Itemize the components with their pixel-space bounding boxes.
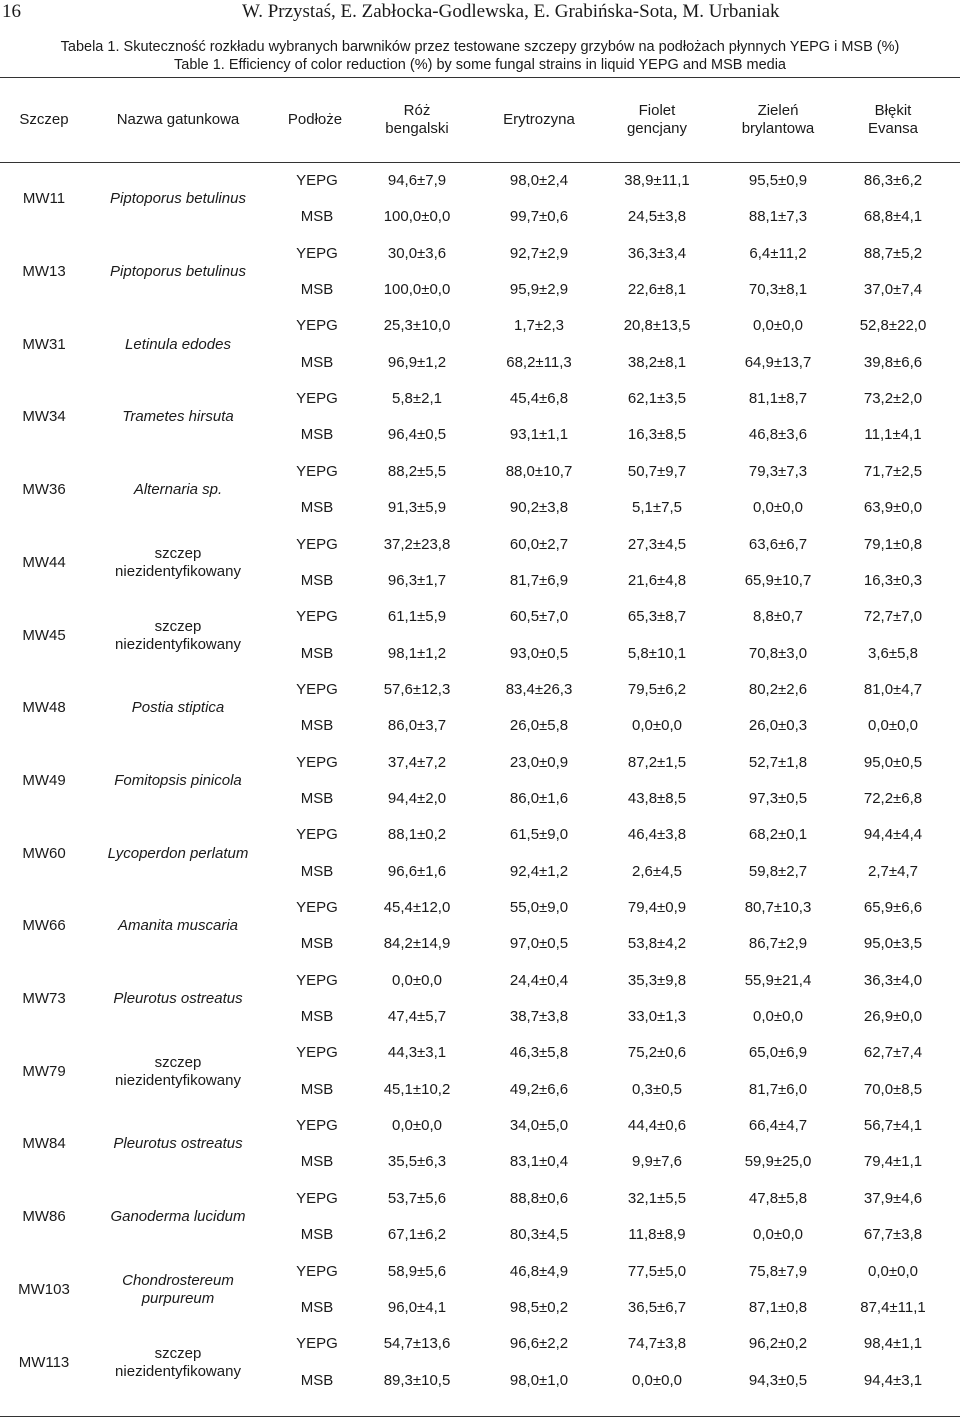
value-erythrosine: 34,0±5,0 xyxy=(509,1117,569,1135)
value-evans-blue: 16,3±0,3 xyxy=(863,571,923,589)
strain-code: MW84 xyxy=(22,1135,66,1153)
value-evans-blue: 70,0±8,5 xyxy=(863,1080,923,1098)
medium-yepg: YEPG xyxy=(296,1117,338,1135)
page-header xyxy=(0,0,960,24)
value-brilliant-green: 0,0±0,0 xyxy=(753,1226,803,1244)
value-evans-blue: 52,8±22,0 xyxy=(859,317,927,335)
value-brilliant-green: 70,3±8,1 xyxy=(748,281,808,299)
header-erythrosine: Erytrozyna xyxy=(503,111,575,128)
value-gentian-violet: 21,6±4,8 xyxy=(627,571,687,589)
value-evans-blue: 56,7±4,1 xyxy=(863,1117,923,1135)
medium-yepg: YEPG xyxy=(296,244,338,262)
value-evans-blue: 98,4±1,1 xyxy=(863,1335,923,1353)
value-gentian-violet: 24,5±3,8 xyxy=(627,208,687,226)
value-erythrosine: 46,3±5,8 xyxy=(509,1044,569,1062)
value-evans-blue: 81,0±4,7 xyxy=(863,680,923,698)
strain-code: MW113 xyxy=(18,1353,70,1371)
medium-yepg: YEPG xyxy=(296,172,338,189)
value-brilliant-green: 95,5±0,9 xyxy=(748,172,808,189)
medium-msb: MSB xyxy=(300,426,334,444)
value-rose-bengal: 37,4±7,2 xyxy=(387,753,447,771)
value-brilliant-green: 46,8±3,6 xyxy=(748,426,808,444)
value-gentian-violet: 5,8±10,1 xyxy=(627,644,687,662)
value-brilliant-green: 86,7±2,9 xyxy=(748,935,808,953)
value-brilliant-green: 6,4±11,2 xyxy=(749,244,807,262)
species-name: Alternaria sp. xyxy=(133,481,223,499)
strain-code: MW60 xyxy=(22,844,66,862)
value-rose-bengal: 89,3±10,5 xyxy=(383,1371,451,1389)
value-rose-bengal: 84,2±14,9 xyxy=(383,935,451,953)
header-species: Nazwa gatunkowa xyxy=(116,111,240,128)
value-erythrosine: 60,5±7,0 xyxy=(509,608,569,626)
value-brilliant-green: 70,8±3,0 xyxy=(748,644,808,662)
value-rose-bengal: 0,0±0,0 xyxy=(392,1117,442,1135)
value-rose-bengal: 45,4±12,0 xyxy=(383,899,451,916)
value-brilliant-green: 0,0±0,0 xyxy=(753,317,803,335)
value-brilliant-green: 65,9±10,7 xyxy=(744,571,812,589)
value-brilliant-green: 52,7±1,8 xyxy=(748,753,808,771)
value-gentian-violet: 32,1±5,5 xyxy=(627,1189,687,1207)
value-gentian-violet: 43,8±8,5 xyxy=(627,789,687,807)
value-gentian-violet: 77,5±5,0 xyxy=(627,1262,687,1280)
value-gentian-violet: 50,7±9,7 xyxy=(627,462,687,480)
species-name: szczep niezidentyfikowany xyxy=(115,1344,241,1380)
medium-msb: MSB xyxy=(300,1371,334,1389)
value-erythrosine: 97,0±0,5 xyxy=(509,935,569,953)
value-brilliant-green: 68,2±0,1 xyxy=(748,826,808,844)
header-strain: Szczep xyxy=(19,111,69,128)
value-brilliant-green: 96,2±0,2 xyxy=(748,1335,808,1353)
value-evans-blue: 68,8±4,1 xyxy=(863,208,923,226)
strain-code: MW79 xyxy=(22,1062,66,1080)
value-gentian-violet: 22,6±8,1 xyxy=(627,281,687,299)
value-brilliant-green: 55,9±21,4 xyxy=(744,971,812,989)
value-erythrosine: 68,2±11,3 xyxy=(506,353,572,371)
value-rose-bengal: 94,4±2,0 xyxy=(387,789,447,807)
value-rose-bengal: 25,3±10,0 xyxy=(383,317,451,335)
value-rose-bengal: 61,1±5,9 xyxy=(387,608,447,626)
medium-yepg: YEPG xyxy=(296,462,338,480)
species-name: Postia stiptica xyxy=(131,699,225,717)
medium-yepg: YEPG xyxy=(296,680,338,698)
value-gentian-violet: 11,8±8,9 xyxy=(628,1226,686,1244)
value-erythrosine: 61,5±9,0 xyxy=(509,826,569,844)
value-gentian-violet: 87,2±1,5 xyxy=(627,753,687,771)
medium-msb: MSB xyxy=(300,644,334,662)
value-rose-bengal: 35,5±6,3 xyxy=(387,1153,447,1171)
medium-msb: MSB xyxy=(300,1226,334,1244)
medium-yepg: YEPG xyxy=(296,1044,338,1062)
value-erythrosine: 99,7±0,6 xyxy=(509,208,569,226)
value-gentian-violet: 9,9±7,6 xyxy=(632,1153,682,1171)
value-gentian-violet: 27,3±4,5 xyxy=(627,535,687,553)
value-erythrosine: 83,1±0,4 xyxy=(509,1153,569,1171)
value-brilliant-green: 47,8±5,8 xyxy=(748,1189,808,1207)
value-erythrosine: 92,4±1,2 xyxy=(509,862,569,880)
value-brilliant-green: 97,3±0,5 xyxy=(748,789,808,807)
medium-msb: MSB xyxy=(300,353,334,371)
strain-code: MW44 xyxy=(22,553,66,571)
strain-code: MW36 xyxy=(22,481,66,499)
value-brilliant-green: 87,1±0,8 xyxy=(748,1298,808,1316)
medium-yepg: YEPG xyxy=(296,1189,338,1207)
value-erythrosine: 92,7±2,9 xyxy=(509,244,569,262)
medium-yepg: YEPG xyxy=(296,971,338,989)
value-rose-bengal: 58,9±5,6 xyxy=(387,1262,447,1280)
value-gentian-violet: 38,2±8,1 xyxy=(627,353,687,371)
value-evans-blue: 94,4±4,4 xyxy=(863,826,923,844)
value-gentian-violet: 20,8±13,5 xyxy=(623,317,691,335)
species-name: szczep niezidentyfikowany xyxy=(115,617,241,653)
value-gentian-violet: 74,7±3,8 xyxy=(627,1335,687,1353)
strain-code: MW73 xyxy=(22,990,66,1008)
strain-code: MW31 xyxy=(22,335,66,353)
value-evans-blue: 63,9±0,0 xyxy=(863,499,923,517)
medium-msb: MSB xyxy=(300,789,334,807)
value-brilliant-green: 79,3±7,3 xyxy=(748,462,808,480)
value-brilliant-green: 75,8±7,9 xyxy=(748,1262,808,1280)
value-rose-bengal: 88,1±0,2 xyxy=(387,826,447,844)
medium-yepg: YEPG xyxy=(296,826,338,844)
value-gentian-violet: 5,1±7,5 xyxy=(632,499,682,517)
value-rose-bengal: 96,4±0,5 xyxy=(387,426,447,444)
value-rose-bengal: 86,0±3,7 xyxy=(387,717,447,735)
value-erythrosine: 81,7±6,9 xyxy=(509,571,569,589)
medium-yepg: YEPG xyxy=(296,899,338,916)
value-evans-blue: 73,2±2,0 xyxy=(863,390,923,408)
medium-yepg: YEPG xyxy=(296,753,338,771)
value-erythrosine: 93,0±0,5 xyxy=(509,644,569,662)
value-evans-blue: 86,3±6,2 xyxy=(863,172,923,189)
value-gentian-violet: 0,0±0,0 xyxy=(632,1371,682,1389)
value-erythrosine: 83,4±26,3 xyxy=(505,680,573,698)
value-brilliant-green: 26,0±0,3 xyxy=(748,717,808,735)
value-evans-blue: 62,7±7,4 xyxy=(863,1044,923,1062)
value-gentian-violet: 46,4±3,8 xyxy=(627,826,687,844)
running-head-authors: W. Przystaś, E. Zabłocka-Godlewska, E. Grabińska-Sota, M. Urbaniak xyxy=(242,1,780,22)
table-caption-english: Table 1. Efficiency of color reduction (%) by some fungal strains in liquid YEPG and MSB media xyxy=(174,57,786,73)
strain-code: MW103 xyxy=(18,1280,70,1298)
strain-code: MW86 xyxy=(22,1208,66,1226)
value-gentian-violet: 35,3±9,8 xyxy=(627,971,687,989)
value-gentian-violet: 62,1±3,5 xyxy=(627,390,687,408)
value-brilliant-green: 80,2±2,6 xyxy=(748,680,808,698)
value-gentian-violet: 38,9±11,1 xyxy=(624,172,690,189)
value-rose-bengal: 54,7±13,6 xyxy=(383,1335,451,1353)
value-evans-blue: 65,9±6,6 xyxy=(863,899,923,916)
value-rose-bengal: 37,2±23,8 xyxy=(383,535,451,553)
value-erythrosine: 88,8±0,6 xyxy=(509,1189,569,1207)
medium-msb: MSB xyxy=(300,717,334,735)
medium-msb: MSB xyxy=(300,1298,334,1316)
strain-code: MW66 xyxy=(22,917,66,935)
value-evans-blue: 37,0±7,4 xyxy=(863,281,923,299)
value-rose-bengal: 91,3±5,9 xyxy=(387,499,447,517)
strain-code: MW45 xyxy=(22,626,66,644)
value-rose-bengal: 47,4±5,7 xyxy=(387,1008,447,1026)
value-brilliant-green: 59,9±25,0 xyxy=(744,1153,812,1171)
value-rose-bengal: 96,0±4,1 xyxy=(387,1298,447,1316)
species-name: Pleurotus ostreatus xyxy=(113,1135,243,1153)
species-name: Letinula edodes xyxy=(125,335,231,353)
value-brilliant-green: 8,8±0,7 xyxy=(753,608,803,626)
value-evans-blue: 67,7±3,8 xyxy=(863,1226,923,1244)
species-name: Chondrostereum purpureum xyxy=(122,1271,234,1307)
value-gentian-violet: 0,0±0,0 xyxy=(632,717,682,735)
value-gentian-violet: 79,5±6,2 xyxy=(627,680,687,698)
value-erythrosine: 46,8±4,9 xyxy=(509,1262,569,1280)
value-evans-blue: 3,6±5,8 xyxy=(868,644,918,662)
value-evans-blue: 36,3±4,0 xyxy=(863,971,923,989)
value-rose-bengal: 98,1±1,2 xyxy=(387,644,447,662)
value-erythrosine: 80,3±4,5 xyxy=(509,1226,569,1244)
value-erythrosine: 88,0±10,7 xyxy=(505,462,573,480)
medium-msb: MSB xyxy=(300,571,334,589)
value-brilliant-green: 80,7±10,3 xyxy=(744,899,812,916)
strain-code: MW34 xyxy=(22,408,66,426)
medium-yepg: YEPG xyxy=(296,1335,338,1353)
value-rose-bengal: 5,8±2,1 xyxy=(392,390,442,408)
value-rose-bengal: 88,2±5,5 xyxy=(387,462,447,480)
value-rose-bengal: 0,0±0,0 xyxy=(392,971,442,989)
medium-msb: MSB xyxy=(300,208,334,226)
value-rose-bengal: 94,6±7,9 xyxy=(387,172,447,189)
value-brilliant-green: 64,9±13,7 xyxy=(744,353,812,371)
value-evans-blue: 0,0±0,0 xyxy=(868,1262,918,1280)
value-erythrosine: 55,0±9,0 xyxy=(509,899,569,916)
value-evans-blue: 11,1±4,1 xyxy=(864,426,922,444)
value-evans-blue: 72,2±6,8 xyxy=(863,789,923,807)
value-erythrosine: 23,0±0,9 xyxy=(509,753,569,771)
value-rose-bengal: 57,6±12,3 xyxy=(383,680,451,698)
value-erythrosine: 24,4±0,4 xyxy=(509,971,569,989)
value-evans-blue: 94,4±3,1 xyxy=(863,1371,923,1389)
value-gentian-violet: 2,6±4,5 xyxy=(632,862,682,880)
value-evans-blue: 88,7±5,2 xyxy=(863,244,923,262)
value-gentian-violet: 65,3±8,7 xyxy=(627,608,687,626)
header-evans-blue: Błękit Evansa xyxy=(867,102,919,137)
species-name: Fomitopsis pinicola xyxy=(114,771,242,789)
value-erythrosine: 38,7±3,8 xyxy=(509,1008,569,1026)
value-erythrosine: 96,6±2,2 xyxy=(509,1335,569,1353)
medium-yepg: YEPG xyxy=(296,390,338,408)
value-erythrosine: 98,5±0,2 xyxy=(509,1298,569,1316)
value-rose-bengal: 67,1±6,2 xyxy=(387,1226,447,1244)
value-evans-blue: 26,9±0,0 xyxy=(863,1008,923,1026)
value-erythrosine: 95,9±2,9 xyxy=(509,281,569,299)
value-erythrosine: 60,0±2,7 xyxy=(509,535,569,553)
value-evans-blue: 72,7±7,0 xyxy=(863,608,923,626)
strain-code: MW13 xyxy=(22,263,66,281)
table-caption-polish: Tabela 1. Skuteczność rozkładu wybranych barwników przez testowane szczepy grzybów na podłożach płynnych YEPG i MSB (%) xyxy=(60,39,900,55)
value-evans-blue: 95,0±3,5 xyxy=(863,935,923,953)
value-brilliant-green: 65,0±6,9 xyxy=(748,1044,808,1062)
value-erythrosine: 45,4±6,8 xyxy=(509,390,569,408)
medium-yepg: YEPG xyxy=(296,608,338,626)
value-rose-bengal: 45,1±10,2 xyxy=(383,1080,451,1098)
medium-msb: MSB xyxy=(300,281,334,299)
value-rose-bengal: 96,6±1,6 xyxy=(387,862,447,880)
value-gentian-violet: 53,8±4,2 xyxy=(627,935,687,953)
species-name: Piptoporus betulinus xyxy=(110,263,246,281)
species-name: Trametes hirsuta xyxy=(122,408,234,426)
value-rose-bengal: 53,7±5,6 xyxy=(387,1189,447,1207)
value-gentian-violet: 36,5±6,7 xyxy=(627,1298,687,1316)
value-brilliant-green: 81,7±6,0 xyxy=(748,1080,808,1098)
value-evans-blue: 79,4±1,1 xyxy=(863,1153,923,1171)
value-erythrosine: 93,1±1,1 xyxy=(509,426,569,444)
value-evans-blue: 79,1±0,8 xyxy=(863,535,923,553)
value-erythrosine: 98,0±1,0 xyxy=(509,1371,569,1389)
species-name: Pleurotus ostreatus xyxy=(113,990,243,1008)
value-rose-bengal: 96,9±1,2 xyxy=(387,353,447,371)
value-erythrosine: 98,0±2,4 xyxy=(509,172,569,189)
medium-msb: MSB xyxy=(300,862,334,880)
value-brilliant-green: 0,0±0,0 xyxy=(753,1008,803,1026)
medium-msb: MSB xyxy=(300,1153,334,1171)
value-evans-blue: 87,4±11,1 xyxy=(860,1298,926,1316)
value-brilliant-green: 81,1±8,7 xyxy=(748,390,808,408)
strain-code: MW48 xyxy=(22,699,66,717)
species-name: Lycoperdon perlatum xyxy=(107,844,249,862)
species-name: szczep niezidentyfikowany xyxy=(115,1053,241,1089)
value-brilliant-green: 59,8±2,7 xyxy=(748,862,808,880)
header-medium: Podłoże xyxy=(287,111,343,128)
value-evans-blue: 0,0±0,0 xyxy=(868,717,918,735)
value-brilliant-green: 88,1±7,3 xyxy=(748,208,808,226)
species-name: Amanita muscaria xyxy=(117,917,239,935)
species-name: szczep niezidentyfikowany xyxy=(115,544,241,580)
table-top-rule xyxy=(0,77,960,78)
value-evans-blue: 71,7±2,5 xyxy=(863,462,923,480)
value-brilliant-green: 63,6±6,7 xyxy=(748,535,808,553)
value-gentian-violet: 36,3±3,4 xyxy=(627,244,687,262)
header-rose-bengal: Róż bengalski xyxy=(385,102,449,137)
header-brilliant-green: Zieleń brylantowa xyxy=(741,102,815,137)
value-rose-bengal: 100,0±0,0 xyxy=(383,208,451,226)
value-brilliant-green: 0,0±0,0 xyxy=(753,499,803,517)
page-number: 16 xyxy=(2,1,21,22)
strain-code: MW49 xyxy=(22,771,66,789)
value-gentian-violet: 44,4±0,6 xyxy=(627,1117,687,1135)
value-rose-bengal: 44,3±3,1 xyxy=(387,1044,447,1062)
value-gentian-violet: 0,3±0,5 xyxy=(632,1080,682,1098)
header-gentian-violet: Fiolet gencjany xyxy=(626,102,688,137)
medium-yepg: YEPG xyxy=(296,317,338,335)
value-evans-blue: 2,7±4,7 xyxy=(868,862,918,880)
table-bottom-rule xyxy=(0,1416,960,1417)
medium-yepg: YEPG xyxy=(296,535,338,553)
value-erythrosine: 26,0±5,8 xyxy=(509,717,569,735)
value-rose-bengal: 100,0±0,0 xyxy=(383,281,451,299)
value-gentian-violet: 33,0±1,3 xyxy=(627,1008,687,1026)
value-gentian-violet: 16,3±8,5 xyxy=(627,426,687,444)
value-erythrosine: 86,0±1,6 xyxy=(509,789,569,807)
value-erythrosine: 49,2±6,6 xyxy=(509,1080,569,1098)
medium-msb: MSB xyxy=(300,1080,334,1098)
value-erythrosine: 90,2±3,8 xyxy=(509,499,569,517)
value-rose-bengal: 30,0±3,6 xyxy=(387,244,447,262)
value-brilliant-green: 94,3±0,5 xyxy=(748,1371,808,1389)
value-gentian-violet: 75,2±0,6 xyxy=(627,1044,687,1062)
value-brilliant-green: 66,4±4,7 xyxy=(748,1117,808,1135)
value-evans-blue: 37,9±4,6 xyxy=(863,1189,923,1207)
strain-code: MW11 xyxy=(22,190,66,208)
value-erythrosine: 1,7±2,3 xyxy=(514,317,564,335)
value-gentian-violet: 79,4±0,9 xyxy=(627,899,687,916)
value-evans-blue: 39,8±6,6 xyxy=(863,353,923,371)
value-evans-blue: 95,0±0,5 xyxy=(863,753,923,771)
value-rose-bengal: 96,3±1,7 xyxy=(387,571,447,589)
medium-yepg: YEPG xyxy=(296,1262,338,1280)
medium-msb: MSB xyxy=(300,1008,334,1026)
medium-msb: MSB xyxy=(300,935,334,953)
species-name: Ganoderma lucidum xyxy=(110,1208,246,1226)
medium-msb: MSB xyxy=(300,499,334,517)
species-name: Piptoporus betulinus xyxy=(110,190,246,208)
